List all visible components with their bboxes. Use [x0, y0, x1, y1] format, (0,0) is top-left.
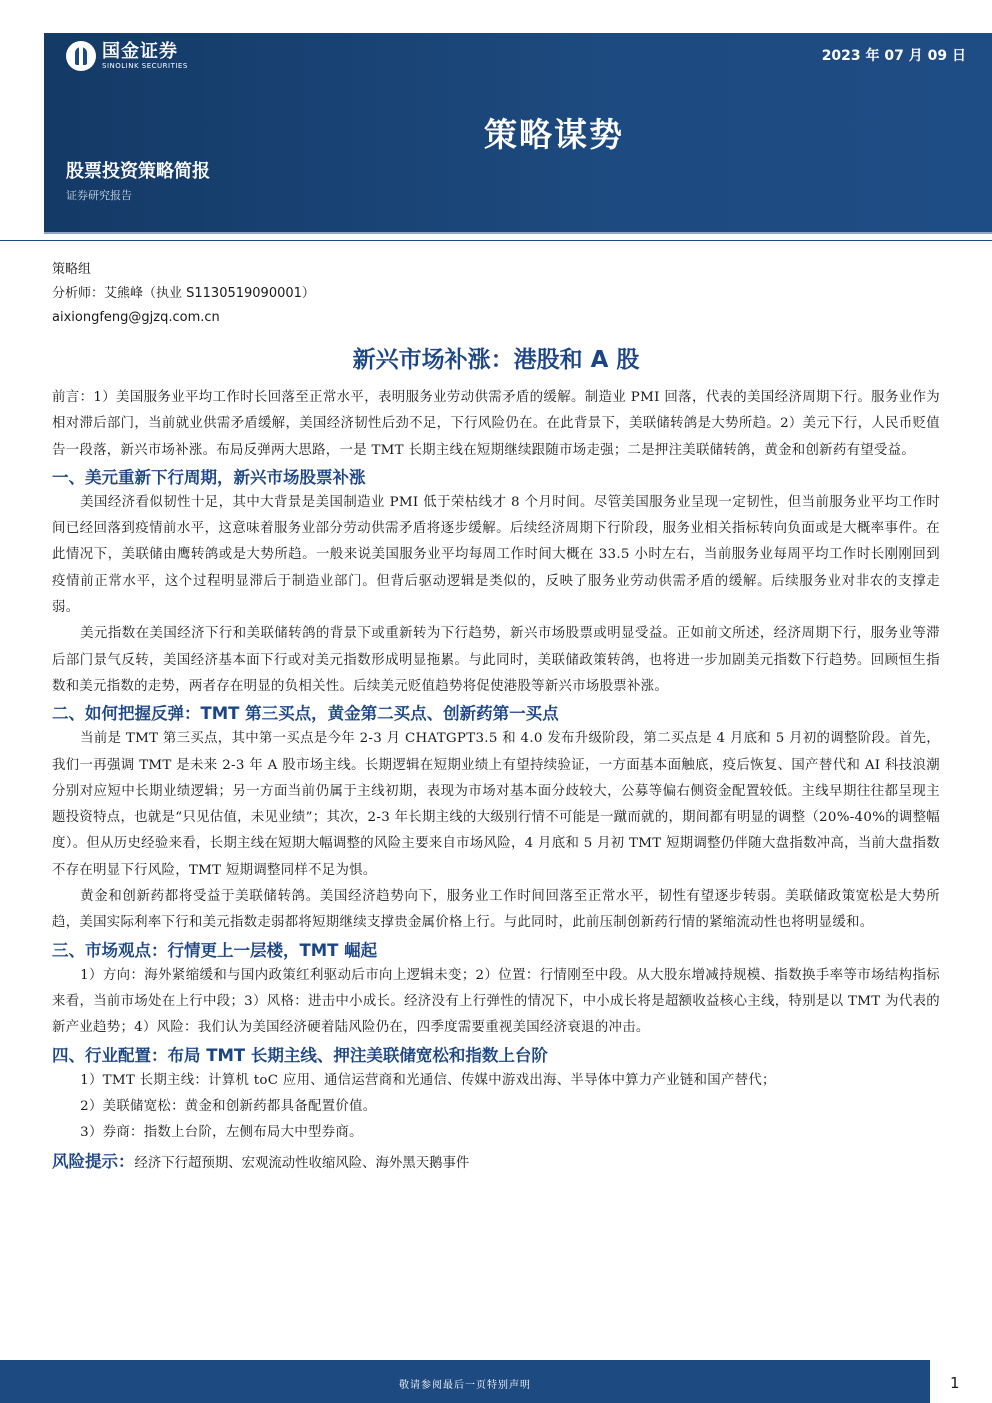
section-heading-1: 一、美元重新下行周期，新兴市场股票补涨 [52, 467, 366, 487]
risk-text: 经济下行超预期、宏观流动性收缩风险、海外黑天鹅事件 [134, 1156, 470, 1172]
company-logo [66, 41, 188, 71]
report-body [52, 385, 940, 1178]
section-4-item-2: 2）美联储宽松：黄金和创新药都具备配置价值。 [80, 1098, 377, 1114]
logo-text-en: SINOLINK SECURITIES [102, 61, 188, 70]
footer-bar [0, 1360, 930, 1403]
section-4-item-1: 1）TMT 长期主线：计算机 toC 应用、通信运营商和光通信、传媒中游戏出海、半导体中算力产业链和国产替代； [80, 1072, 776, 1088]
report-date: 2023 年 07 月 09 日 [821, 48, 966, 64]
report-type: 证券研究报告 [66, 189, 132, 202]
header-banner [44, 33, 992, 232]
header-divider [0, 240, 992, 241]
logo-text-cn: 国金证券 [102, 40, 178, 62]
logo-icon [66, 41, 96, 71]
author-block [52, 258, 315, 330]
intro-paragraph: 前言：1）美国服务业平均工作时长回落至正常水平，表明服务业劳动供需矛盾的缓解。制造业 PMI 回落，代表的美国经济周期下行。服务业作为相对滞后部门，当前就业供需矛盾缓解，美国经济韧性后劲不足，下行风险仍在。在此背景下，美联储转鸽是大势所趋。2）美元下行，人民币贬值告一段落，新兴市场补涨。布局反弹两大思路，一是 TMT 长期主线在短期继续跟随市场走强；二是押注美联储转鸽，黄金和创新药有望受益。 [52, 390, 940, 458]
section-heading-3: 三、市场观点：行情更上一层楼，TMT 崛起 [52, 940, 378, 960]
analyst-name: 分析师：艾熊峰（执业 S1130519090001） [52, 286, 315, 301]
disclaimer-note: 敬请参阅最后一页特别声明 [399, 1380, 531, 1391]
team-name: 策略组 [52, 262, 92, 277]
analyst-email[interactable]: aixiongfeng@gjzq.com.cn [52, 310, 220, 325]
report-subtitle: 股票投资策略简报 [66, 161, 210, 182]
section-2-paragraph-2: 黄金和创新药都将受益于美联储转鸽。美国经济趋势向下，服务业工作时间回落至正常水平，韧性有望逐步转弱。美联储政策宽松是大势所趋，美国实际利率下行和美元指数走弱都将短期继续支撑贵金属价格上行。与此同时，此前压制创新药行情的紧缩流动性也将明显缓和。 [52, 889, 940, 931]
column-title: 策略谋势 [484, 115, 624, 154]
section-2-paragraph-1: 当前是 TMT 第三买点，其中第一买点是今年 2-3 月 CHATGPT3.5 和 4.0 发布升级阶段，第二买点是 4 月底和 5 月初的调整阶段。首先，我们一再强调 TMT 是未来 2-3 年 A 股市场主线。长期逻辑在短期业绩上有望持续验证，一方面基本面触底，疫后恢复、国产替代和 AI 科技浪潮分别对应短中长期业绩逻辑；另一方面当前仍属于主线初期，表现为市场对基本面分歧较大，公募等偏右侧资金配置较低。主线早期往往都呈现主题投资特点，也就是“只见估值，未见业绩”；其次，2-3 年长期主线的大级别行情不可能是一蹴而就的，期间都有明显的调整（20%-40%的调整幅度）。但从历史经验来看，长期主线在短期大幅调整的风险主要来自市场风险，4 月底和 5 月初 TMT 短期调整仍伴随大盘指数冲高，当前大盘指数不存在明显下行风险，TMT 短期调整同样不足为惧。 [52, 731, 940, 878]
section-heading-4: 四、行业配置：布局 TMT 长期主线、押注美联储宽松和指数上台阶 [52, 1045, 548, 1065]
risk-warning [52, 1148, 940, 1178]
section-heading-2: 二、如何把握反弹：TMT 第三买点，黄金第二买点、创新药第一买点 [52, 704, 559, 724]
page-number: 1 [950, 1374, 960, 1392]
section-4-item-3: 3）券商：指数上台阶，左侧布局大中型券商。 [80, 1125, 363, 1141]
banner-underline [44, 232, 992, 234]
document-title: 新兴市场补涨：港股和 A 股 [352, 347, 640, 373]
section-1-paragraph-1: 美国经济看似韧性十足，其中大背景是美国制造业 PMI 低于荣枯线才 8 个月时间。尽管美国服务业呈现一定韧性，但当前服务业平均工作时间已经回落到疫情前水平，这意味着服务业部分劳动供需矛盾将逐步缓解。后续经济周期下行阶段，服务业相关指标转向负面或是大概率事件。在此情况下，美联储由鹰转鸽或是大势所趋。一般来说美国服务业平均每周工作时间大概在 33.5 小时左右，当前服务业每周平均工作时长刚刚回到疫情前正常水平，这个过程明显滞后于制造业部门。但背后驱动逻辑是类似的，反映了服务业劳动供需矛盾的缓解。后续服务业对非农的支撑走弱。 [52, 494, 940, 616]
risk-label: 风险提示： [52, 1152, 135, 1172]
section-1-paragraph-2: 美元指数在美国经济下行和美联储转鸽的背景下或重新转为下行趋势，新兴市场股票或明显受益。正如前文所述，经济周期下行，服务业等滞后部门景气反转，美国经济基本面下行或对美元指数形成明显拖累。与此同时，美联储政策转鸽，也将进一步加剧美元指数下行趋势。回顾恒生指数和美元指数的走势，两者存在明显的负相关性。后续美元贬值趋势将促使港股等新兴市场股票补涨。 [52, 626, 940, 694]
section-3-paragraph-1: 1）方向：海外紧缩缓和与国内政策红利驱动后市向上逻辑未变；2）位置：行情刚至中段。从大股东增减持规模、指数换手率等市场结构指标来看，当前市场处在上行中段；3）风格：进击中小成长。经济没有上行弹性的情况下，中小成长将是超额收益核心主线，特别是以 TMT 为代表的新产业趋势；4）风险：我们认为美国经济硬着陆风险仍在，四季度需要重视美国经济衰退的冲击。 [52, 967, 940, 1036]
